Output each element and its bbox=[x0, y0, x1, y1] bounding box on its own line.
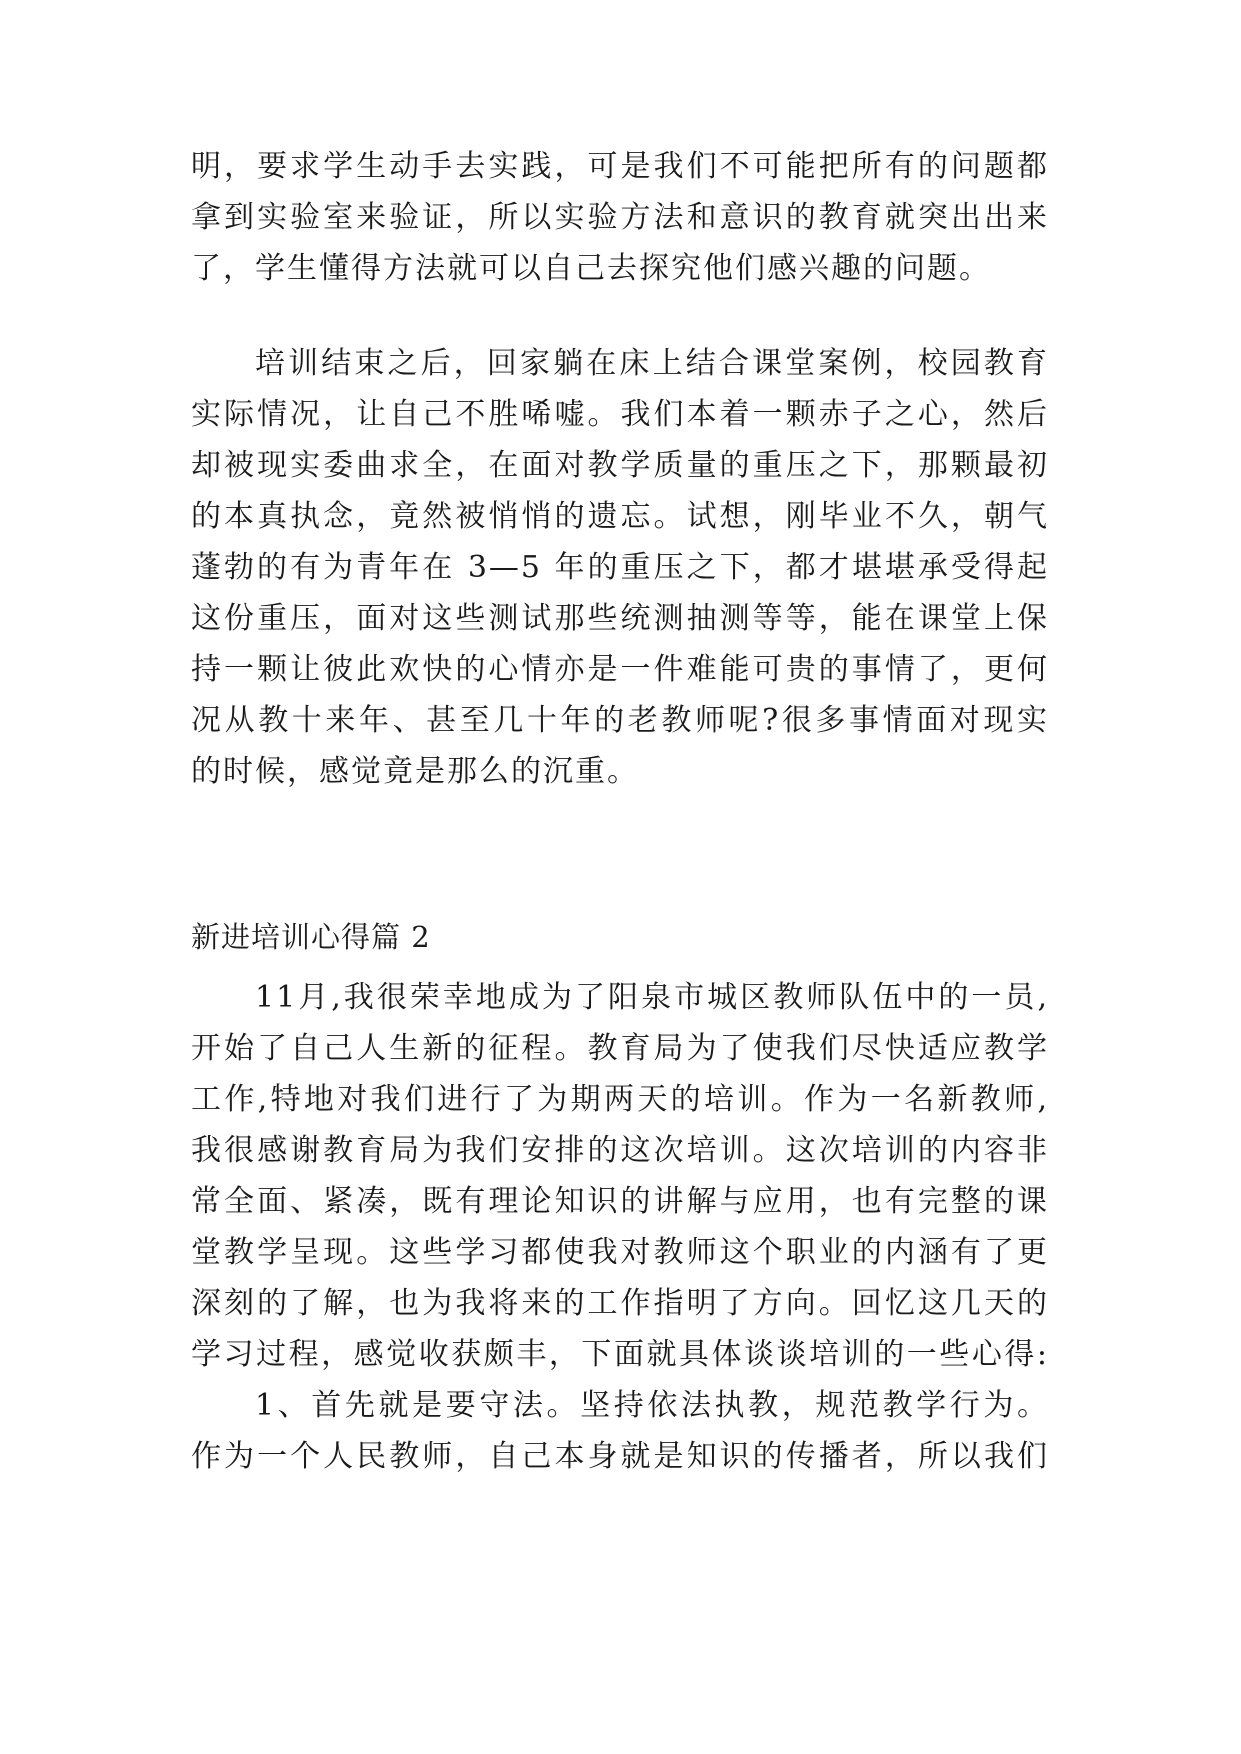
paragraph-intro bbox=[191, 972, 1049, 1380]
text-line: 11月,我很荣幸地成为了阳泉市城区教师队伍中的一员, bbox=[255, 980, 1049, 1015]
text-line: 这份重压，面对这些测试那些统测抽测等等，能在课堂上保 bbox=[191, 601, 1049, 636]
text-line: 开始了自己人生新的征程。教育局为了使我们尽快适应教学 bbox=[191, 1031, 1049, 1066]
text-line: 我很感谢教育局为我们安排的这次培训。这次培训的内容非 bbox=[191, 1133, 1049, 1168]
text-line: 堂教学呈现。这些学习都使我对教师这个职业的内涵有了更 bbox=[191, 1235, 1049, 1270]
text-line: 蓬勃的有为青年在 3—5 年的重压之下，都才堪堪承受得起 bbox=[191, 550, 1049, 585]
text-line: 持一颗让彼此欢快的心情亦是一件难能可贵的事情了，更何 bbox=[191, 652, 1049, 687]
paragraph-point-1 bbox=[191, 1380, 1049, 1482]
text-line: 况从教十来年、甚至几十年的老教师呢?很多事情面对现实 bbox=[191, 703, 1049, 738]
text-line: 了，学生懂得方法就可以自己去探究他们感兴趣的问题。 bbox=[191, 251, 991, 286]
text-line: 的本真执念，竟然被悄悄的遗忘。试想，刚毕业不久，朝气 bbox=[191, 499, 1049, 534]
text-line: 作为一个人民教师，自己本身就是知识的传播者，所以我们 bbox=[191, 1439, 1049, 1474]
text-line: 深刻的了解，也为我将来的工作指明了方向。回忆这几天的 bbox=[191, 1286, 1049, 1321]
text-line: 拿到实验室来验证，所以实验方法和意识的教育就突出出来 bbox=[191, 200, 1049, 235]
text-line: 实际情况，让自己不胜唏嘘。我们本着一颗赤子之心，然后 bbox=[191, 397, 1049, 432]
section-heading: 新进培训心得篇 2 bbox=[191, 920, 431, 954]
text-line: 学习过程，感觉收获颇丰，下面就具体谈谈培训的一些心得: bbox=[191, 1337, 1049, 1372]
text-line: 1、首先就是要守法。坚持依法执教，规范教学行为。 bbox=[255, 1388, 1049, 1423]
text-line: 工作,特地对我们进行了为期两天的培训。作为一名新教师, bbox=[191, 1082, 1049, 1117]
text-line: 却被现实委曲求全，在面对教学质量的重压之下，那颗最初 bbox=[191, 448, 1049, 483]
text-line: 培训结束之后，回家躺在床上结合课堂案例，校园教育 bbox=[255, 346, 1049, 381]
paragraph-continuation bbox=[191, 141, 1049, 294]
text-line: 的时候，感觉竟是那么的沉重。 bbox=[191, 754, 639, 789]
paragraph-reflection bbox=[191, 338, 1049, 797]
text-line: 明，要求学生动手去实践，可是我们不可能把所有的问题都 bbox=[191, 149, 1049, 184]
text-line: 常全面、紧凑，既有理论知识的讲解与应用，也有完整的课 bbox=[191, 1184, 1049, 1219]
